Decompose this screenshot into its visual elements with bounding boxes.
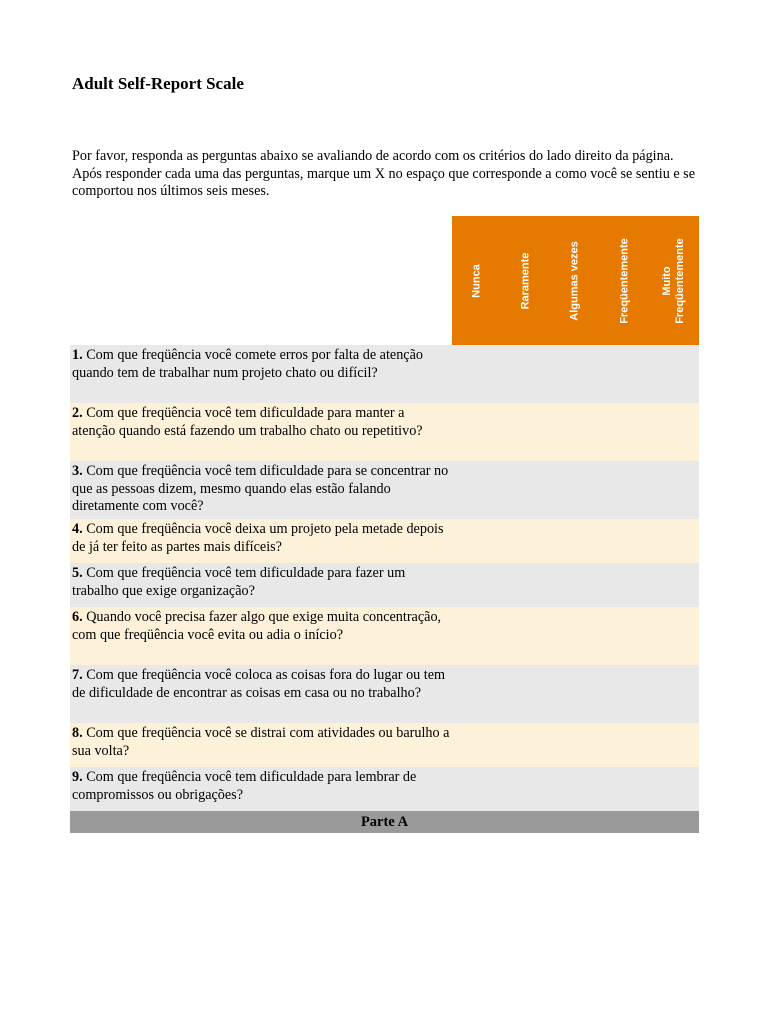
question-cell	[70, 665, 452, 723]
scale-header-row	[70, 216, 699, 345]
answer-cell-algumas-vezes[interactable]	[551, 723, 600, 767]
question-number: 8.	[72, 725, 83, 741]
question-row	[70, 461, 699, 519]
question-row	[70, 723, 699, 767]
answer-cell-frequentemente[interactable]	[600, 461, 649, 519]
question-cell	[70, 723, 452, 767]
instructions-paragraph: Por favor, responda as perguntas abaixo se avaliando de acordo com os critérios do lado direito da página. Após responder cada uma das perguntas, marque um X no espaço que corresponde a como você se sentiu e se comportou nos últimos seis meses.	[72, 148, 695, 199]
question-cell	[70, 403, 452, 461]
answer-cell-raramente[interactable]	[501, 723, 550, 767]
answer-cell-raramente[interactable]	[501, 461, 550, 519]
answer-cell-algumas-vezes[interactable]	[551, 403, 600, 461]
answer-cell-frequentemente[interactable]	[600, 563, 649, 607]
questions-body	[70, 345, 699, 811]
answer-cell-nunca[interactable]	[452, 665, 501, 723]
question-number: 9.	[72, 769, 83, 785]
answer-cell-frequentemente[interactable]	[600, 723, 649, 767]
answer-cell-algumas-vezes[interactable]	[551, 665, 600, 723]
answer-cell-raramente[interactable]	[501, 767, 550, 811]
answer-cell-frequentemente[interactable]	[600, 767, 649, 811]
question-text: Com que freqüência você se distrai com atividades ou barulho a sua volta?	[72, 725, 450, 759]
question-text: Com que freqüência você tem dificuldade para se concentrar no que as pessoas dizem, mesmo quando elas estão falando diretamente com você?	[72, 463, 449, 514]
document-title: Adult Self-Report Scale	[72, 74, 244, 93]
header-option-label: Algumas vezes	[568, 240, 581, 321]
answer-cell-frequentemente[interactable]	[600, 607, 649, 665]
question-cell	[70, 563, 452, 607]
answer-cell-algumas-vezes[interactable]	[551, 461, 600, 519]
answer-cell-muito-frequentemente[interactable]	[650, 563, 699, 607]
answer-cell-algumas-vezes[interactable]	[551, 767, 600, 811]
answer-cell-nunca[interactable]	[452, 607, 501, 665]
answer-cell-muito-frequentemente[interactable]	[650, 665, 699, 723]
question-cell	[70, 345, 452, 403]
header-option-algumas-vezes	[551, 216, 600, 345]
question-row	[70, 519, 699, 563]
question-number: 1.	[72, 347, 83, 363]
question-cell	[70, 767, 452, 811]
question-text: Com que freqüência você tem dificuldade para fazer um trabalho que exige organização?	[72, 565, 406, 599]
answer-cell-raramente[interactable]	[501, 519, 550, 563]
answer-cell-frequentemente[interactable]	[600, 519, 649, 563]
answer-cell-muito-frequentemente[interactable]	[650, 607, 699, 665]
answer-cell-algumas-vezes[interactable]	[551, 345, 600, 403]
answer-cell-raramente[interactable]	[501, 563, 550, 607]
question-row	[70, 607, 699, 665]
answer-cell-algumas-vezes[interactable]	[551, 607, 600, 665]
question-row	[70, 665, 699, 723]
question-text: Com que freqüência você tem dificuldade para lembrar de compromissos ou obrigações?	[72, 769, 417, 803]
question-text: Com que freqüência você tem dificuldade para manter a atenção quando está fazendo um trabalho chato ou repetitivo?	[72, 405, 423, 439]
answer-cell-frequentemente[interactable]	[600, 403, 649, 461]
answer-cell-nunca[interactable]	[452, 461, 501, 519]
answer-cell-nunca[interactable]	[452, 345, 501, 403]
question-cell	[70, 519, 452, 563]
answer-cell-nunca[interactable]	[452, 519, 501, 563]
question-text: Quando você precisa fazer algo que exige muita concentração, com que freqüência você evita ou adia o início?	[72, 609, 442, 643]
question-row	[70, 403, 699, 461]
question-row	[70, 345, 699, 403]
question-number: 6.	[72, 609, 83, 625]
answer-cell-algumas-vezes[interactable]	[551, 519, 600, 563]
header-option-label: Muito Freqüentemente	[661, 237, 687, 324]
header-option-label: Freqüentemente	[618, 237, 631, 324]
rating-scale-table	[70, 216, 699, 833]
answer-cell-muito-frequentemente[interactable]	[650, 403, 699, 461]
answer-cell-frequentemente[interactable]	[600, 345, 649, 403]
section-label: Parte A	[70, 811, 699, 833]
header-option-label: Raramente	[519, 252, 532, 309]
answer-cell-muito-frequentemente[interactable]	[650, 519, 699, 563]
question-number: 7.	[72, 667, 83, 683]
answer-cell-nunca[interactable]	[452, 767, 501, 811]
answer-cell-algumas-vezes[interactable]	[551, 563, 600, 607]
question-cell	[70, 607, 452, 665]
question-number: 3.	[72, 463, 83, 479]
question-text: Com que freqüência você deixa um projeto pela metade depois de já ter feito as partes mais difíceis?	[72, 521, 444, 555]
header-blank-cell	[70, 216, 452, 345]
header-option-raramente	[501, 216, 550, 345]
answer-cell-raramente[interactable]	[501, 665, 550, 723]
answer-cell-raramente[interactable]	[501, 345, 550, 403]
question-text: Com que freqüência você coloca as coisas fora do lugar ou tem de dificuldade de encontrar as coisas em casa ou no trabalho?	[72, 667, 446, 701]
question-row	[70, 767, 699, 811]
answer-cell-frequentemente[interactable]	[600, 665, 649, 723]
answer-cell-muito-frequentemente[interactable]	[650, 767, 699, 811]
question-cell	[70, 461, 452, 519]
answer-cell-nunca[interactable]	[452, 723, 501, 767]
answer-cell-nunca[interactable]	[452, 563, 501, 607]
header-option-muito-frequentemente	[650, 216, 699, 345]
section-footer-row	[70, 811, 699, 833]
answer-cell-muito-frequentemente[interactable]	[650, 461, 699, 519]
answer-cell-muito-frequentemente[interactable]	[650, 723, 699, 767]
question-number: 5.	[72, 565, 83, 581]
question-row	[70, 563, 699, 607]
header-option-frequentemente	[600, 216, 649, 345]
header-option-label: Nunca	[470, 263, 483, 298]
question-text: Com que freqüência você comete erros por falta de atenção quando tem de trabalhar num projeto chato ou difícil?	[72, 347, 423, 381]
question-number: 4.	[72, 521, 83, 537]
answer-cell-muito-frequentemente[interactable]	[650, 345, 699, 403]
answer-cell-nunca[interactable]	[452, 403, 501, 461]
header-option-nunca	[452, 216, 501, 345]
question-number: 2.	[72, 405, 83, 421]
answer-cell-raramente[interactable]	[501, 403, 550, 461]
answer-cell-raramente[interactable]	[501, 607, 550, 665]
